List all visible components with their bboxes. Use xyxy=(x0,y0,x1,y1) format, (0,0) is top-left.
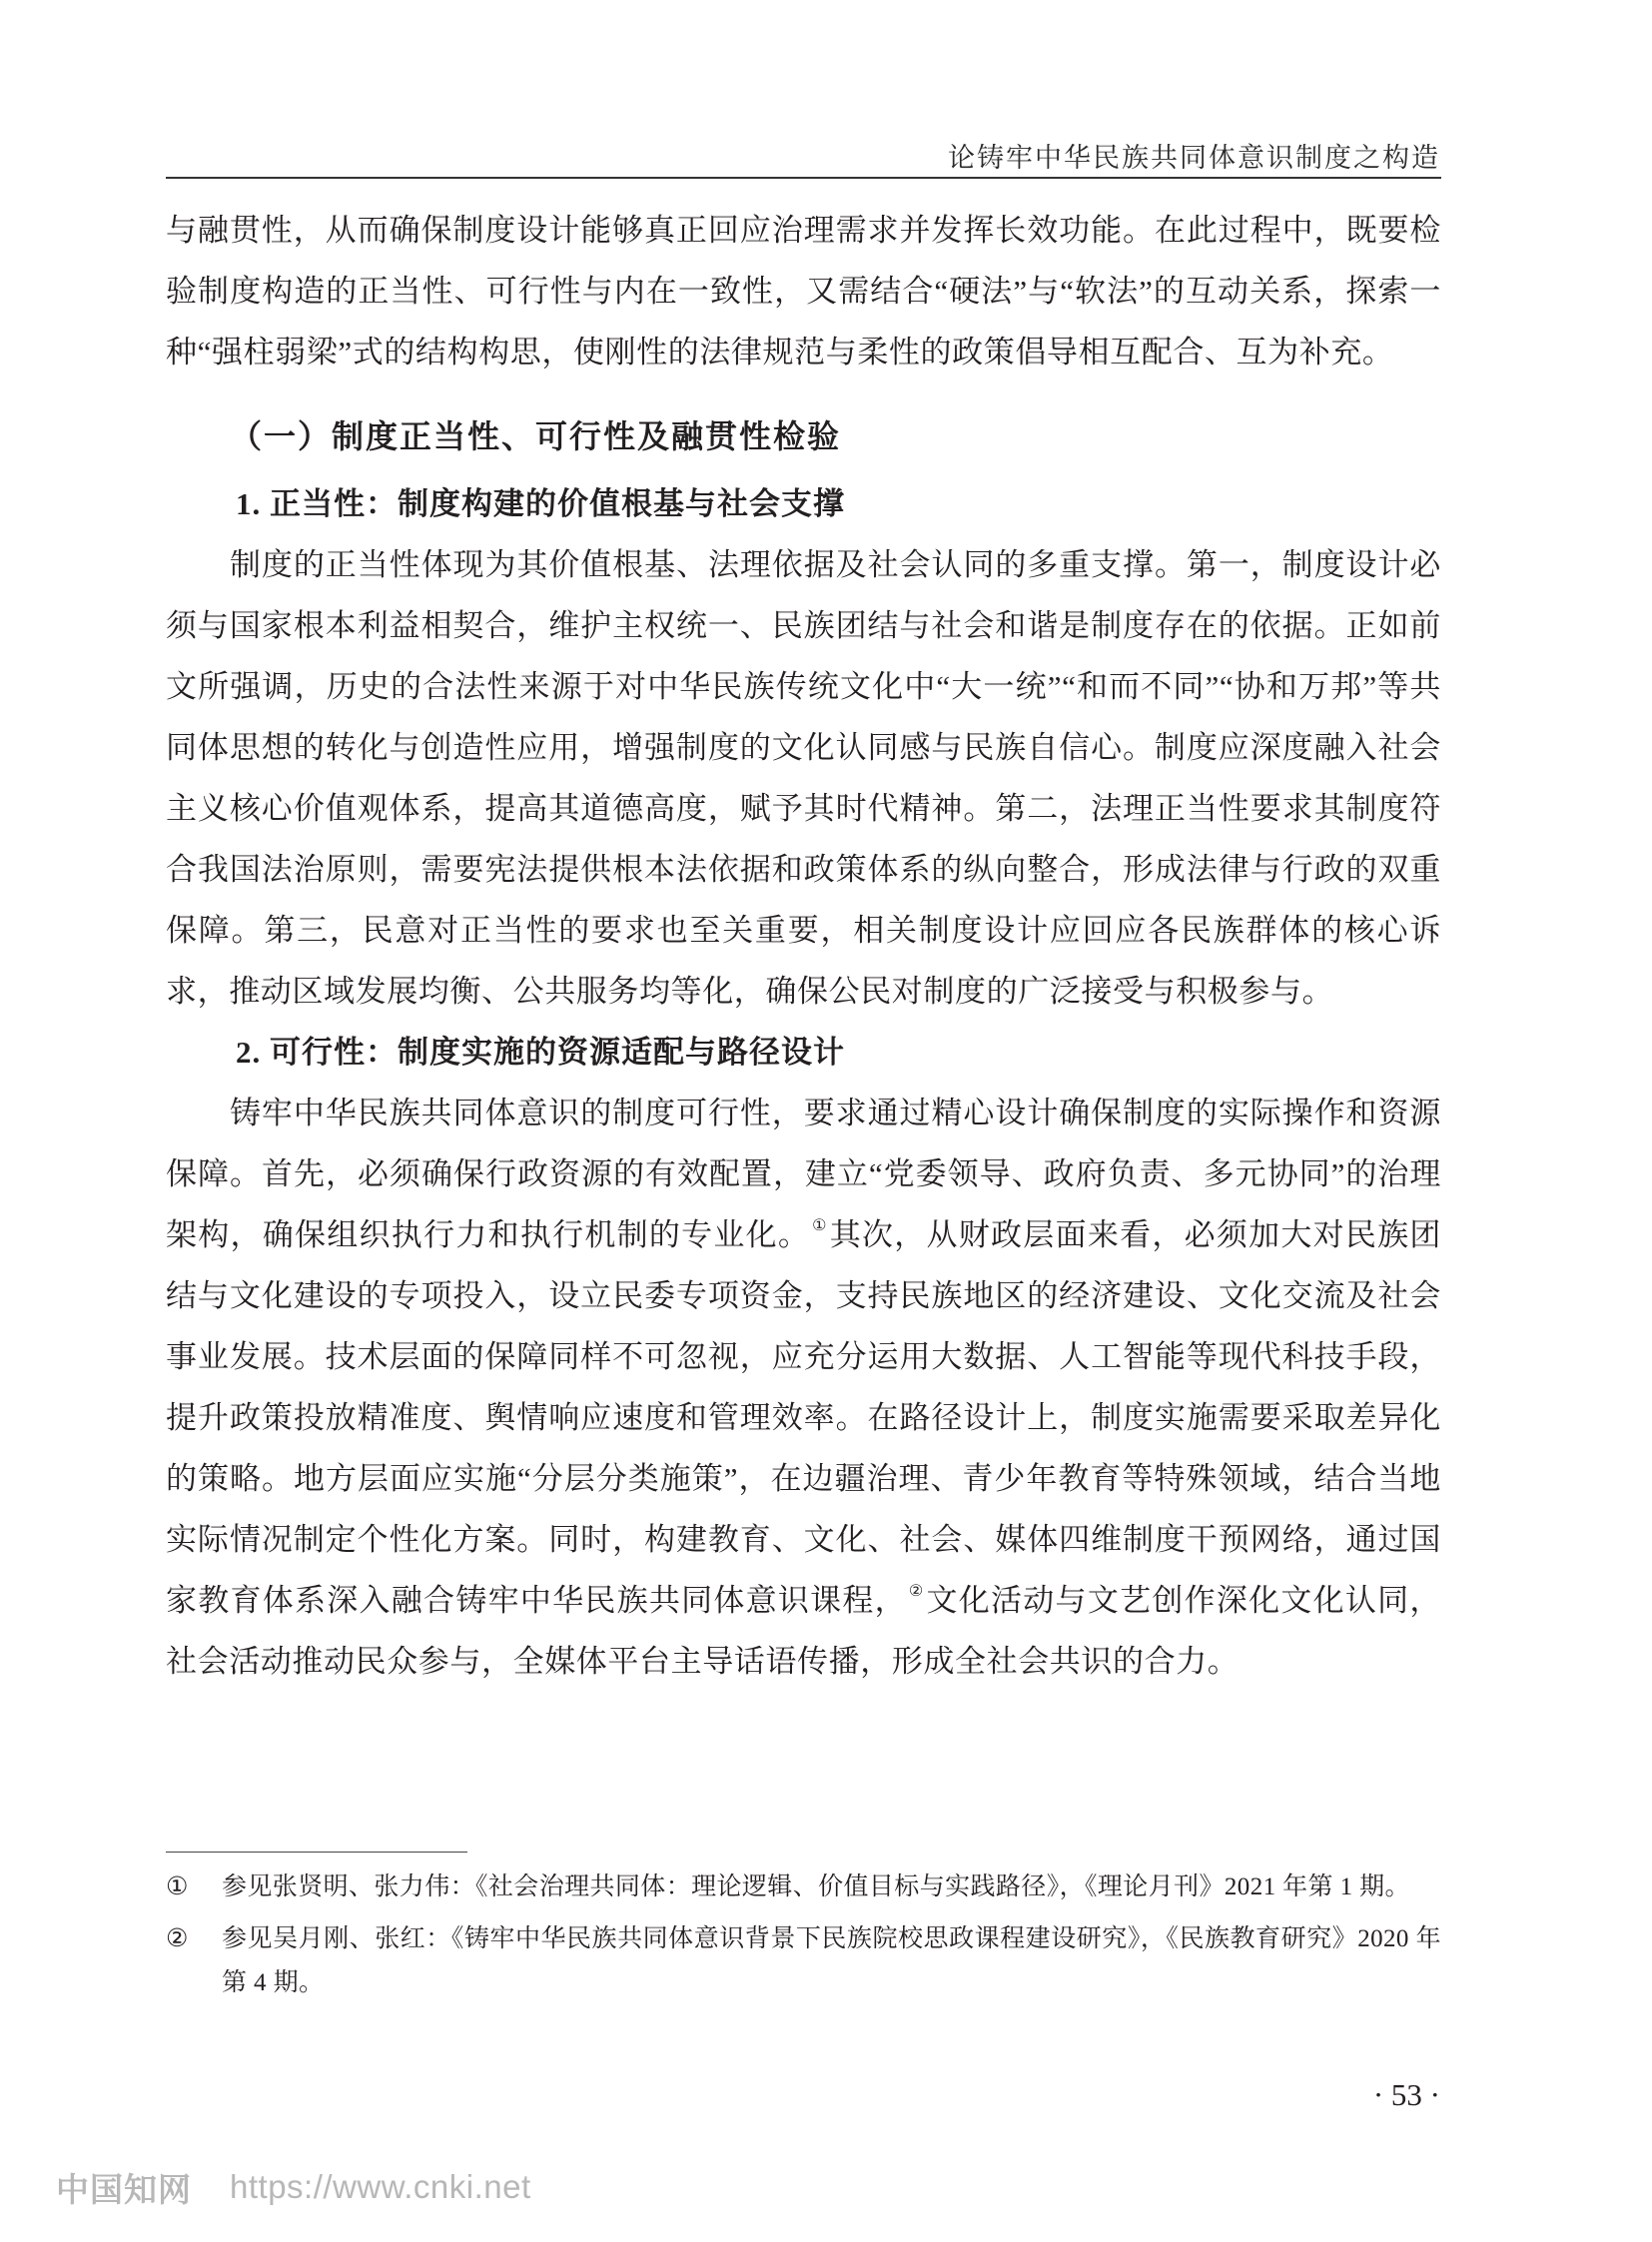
subsection-2-heading: 2. 可行性：制度实施的资源适配与路径设计 xyxy=(236,1035,845,1070)
footnotes xyxy=(166,1866,1441,2013)
subsection-1-paragraph: 制度的正当性体现为其价值根基、法理依据及社会认同的多重支撑。第一，制度设计必须与国家根本利益相契合，维护主权统一、民族团结与社会和谐是制度存在的依据。正如前文所强调，历史的合法性来源于对中华民族传统文化中“大一统”“和而不同”“协和万邦”等共同体思想的转化与创造性应用，增强制度的文化认同感与民族自信心。制度应深度融入社会主义核心价值观体系，提高其道德高度，赋予其时代精神。第二，法理正当性要求其制度符合我国法治原则，需要宪法提供根本法依据和政策体系的纵向整合，形成法律与行政的双重保障。第三，民意对正当性的要求也至关重要，相关制度设计应回应各民族群体的核心诉求，推动区域发展均衡、公共服务均等化，确保公民对制度的广泛接受与积极参与。 xyxy=(166,547,1441,1009)
footnote-text: 参见张贤明、张力伟：《社会治理共同体：理论逻辑、价值目标与实践路径》，《理论月刊》2021 年第 1 期。 xyxy=(222,1873,1410,1900)
subsection-1-heading: 1. 正当性：制度构建的价值根基与社会支撑 xyxy=(236,486,845,521)
paragraph-text-part-3: 文化活动与文艺创作深化文化认同，社会活动推动民众参与，全媒体平台主导话语传播，形成全社会共识的合力。 xyxy=(166,1583,1441,1679)
footnote-marker: ① xyxy=(166,1873,189,1900)
footnote-ref-2[interactable]: ② xyxy=(908,1582,925,1600)
watermark-url[interactable]: https://www.cnki.net xyxy=(230,2168,531,2205)
header-rule xyxy=(166,177,1441,179)
footnote-marker: ② xyxy=(166,1925,189,1952)
page-number: · 53 · xyxy=(1372,2077,1440,2112)
footnote-ref-1[interactable]: ① xyxy=(812,1216,828,1234)
paragraph-text-part-2: 其次，从财政层面来看，必须加大对民族团结与文化建设的专项投入，设立民委专项资金，支持民族地区的经济建设、文化交流及社会事业发展。技术层面的保障同样不可忽视，应充分运用大数据、人工智能等现代科技手段，提升政策投放精准度、舆情响应速度和管理效率。在路径设计上，制度实施需要采取差异化的策略。地方层面应实施“分层分类施策”，在边疆治理、青少年教育等特殊领域，结合当地实际情况制定个性化方案。同时，构建教育、文化、社会、媒体四维制度干预网络，通过国家教育体系深入融合铸牢中华民族共同体意识课程， xyxy=(166,1217,1441,1618)
subsection-2-paragraph xyxy=(166,1083,1441,1692)
article-body xyxy=(166,200,1441,1692)
footnote-item xyxy=(166,1917,1441,2005)
footnote-item xyxy=(166,1866,1441,1909)
watermark-brand: 中国知网 xyxy=(56,2170,192,2208)
intro-paragraph: 与融贯性，从而确保制度设计能够真正回应治理需求并发挥长效功能。在此过程中，既要检验制度构造的正当性、可行性与内在一致性，又需结合“硬法”与“软法”的互动关系，探索一种“强柱弱梁”式的结构构思，使刚性的法律规范与柔性的政策倡导相互配合、互为补充。 xyxy=(166,213,1441,370)
footnote-rule xyxy=(166,1852,467,1853)
watermark xyxy=(56,2165,531,2209)
section-heading: （一）制度正当性、可行性及融贯性检验 xyxy=(230,417,842,455)
running-header-title: 论铸牢中华民族共同体意识制度之构造 xyxy=(948,143,1440,173)
footnote-text: 参见吴月刚、张红：《铸牢中华民族共同体意识背景下民族院校思政课程建设研究》，《民族教育研究》2020 年第 4 期。 xyxy=(222,1925,1441,1996)
paragraph-text-part-1: 铸牢中华民族共同体意识的制度可行性，要求通过精心设计确保制度的实际操作和资源保障。首先，必须确保行政资源的有效配置，建立“党委领导、政府负责、多元协同”的治理架构，确保组织执行力和执行机制的专业化。 xyxy=(166,1096,1441,1252)
